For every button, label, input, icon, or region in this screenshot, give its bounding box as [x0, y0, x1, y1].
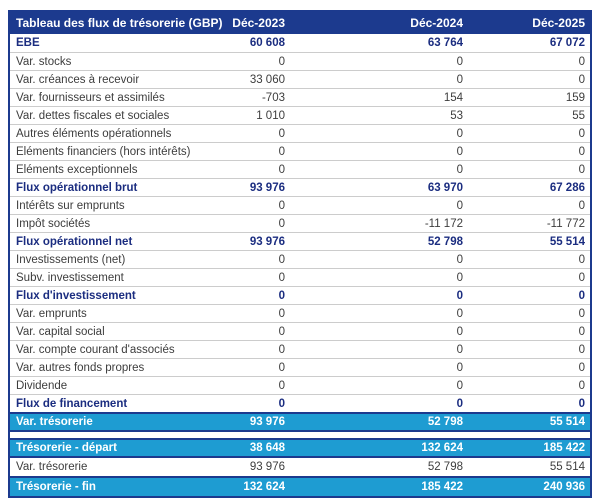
cell-value: 0: [578, 55, 585, 68]
table-row: [10, 196, 590, 214]
cell-value: 240 936: [543, 481, 585, 493]
cell-value: 0: [278, 163, 285, 176]
cell-value: 0: [578, 325, 585, 338]
cell-value: 0: [578, 307, 585, 320]
cell-value: 0: [456, 325, 463, 338]
cell-value: 0: [278, 199, 285, 212]
row-label: Var. créances à recevoir: [16, 73, 140, 86]
cell-value: 0: [278, 397, 285, 410]
row-label: Eléments financiers (hors intérêts): [16, 145, 191, 158]
table-row: [10, 268, 590, 286]
cell-value: 0: [278, 343, 285, 356]
row-label: Var. trésorerie: [16, 461, 88, 473]
table-body: [10, 34, 590, 496]
cell-value: 0: [278, 289, 285, 302]
cell-value: 0: [278, 253, 285, 266]
cell-value: 55 514: [549, 416, 585, 428]
cell-value: 0: [278, 127, 285, 140]
cell-value: 0: [578, 343, 585, 356]
table-row: [10, 458, 590, 476]
cell-value: 55 514: [549, 461, 585, 473]
cell-value: 93 976: [249, 181, 285, 194]
row-label: Autres éléments opérationnels: [16, 127, 172, 140]
table-row: [10, 412, 590, 432]
row-label: EBE: [16, 37, 40, 49]
cell-value: -11 772: [546, 217, 585, 230]
cell-value: 0: [456, 73, 463, 86]
cell-value: 52 798: [427, 416, 463, 428]
cell-value: 0: [278, 145, 285, 158]
cell-value: 67 286: [549, 181, 585, 194]
cell-value: 0: [278, 361, 285, 374]
table-row: [10, 322, 590, 340]
table-row: [10, 476, 590, 496]
column-header-dec-2023: Déc-2023: [232, 16, 285, 30]
table-row: [10, 286, 590, 304]
cell-value: 0: [278, 307, 285, 320]
row-label: Var. emprunts: [16, 307, 87, 320]
cell-value: 38 648: [249, 442, 285, 454]
cell-value: 0: [456, 397, 463, 410]
cell-value: 52 798: [427, 461, 463, 473]
table-row: [10, 178, 590, 196]
row-label: Subv. investissement: [16, 271, 124, 284]
cell-value: 0: [578, 73, 585, 86]
column-header-dec-2025: Déc-2025: [532, 16, 585, 30]
cell-value: 93 976: [249, 235, 285, 248]
cell-value: 0: [456, 127, 463, 140]
cell-value: 67 072: [549, 37, 585, 49]
row-label: Var. trésorerie: [16, 416, 93, 428]
table-row: [10, 304, 590, 322]
cell-value: 132 624: [243, 481, 285, 493]
row-label: Investissements (net): [16, 253, 126, 266]
row-label: Dividende: [16, 379, 68, 392]
table-row: [10, 70, 590, 88]
row-label: Trésorerie - départ: [16, 442, 117, 454]
cell-value: 0: [578, 127, 585, 140]
row-label: Var. capital social: [16, 325, 105, 338]
cell-value: 0: [578, 145, 585, 158]
cell-value: 0: [578, 271, 585, 284]
table-header-row: [10, 12, 590, 34]
column-header-dec-2024: Déc-2024: [410, 16, 463, 30]
table-row: [10, 160, 590, 178]
row-label: Var. fournisseurs et assimilés: [16, 91, 165, 104]
table-row: [10, 214, 590, 232]
cell-value: 55: [572, 109, 585, 122]
cell-value: 0: [456, 271, 463, 284]
cell-value: 132 624: [421, 442, 463, 454]
cash-flow-table: [8, 10, 592, 498]
cell-value: 0: [456, 199, 463, 212]
cell-value: 0: [456, 253, 463, 266]
cell-value: 60 608: [249, 37, 285, 49]
cell-value: 185 422: [421, 481, 463, 493]
cell-value: 0: [456, 163, 463, 176]
row-label: Var. stocks: [16, 55, 72, 68]
table-row: [10, 250, 590, 268]
cell-value: 0: [578, 199, 585, 212]
table-title: Tableau des flux de trésorerie (GBP): [16, 16, 223, 30]
row-label: Intérêts sur emprunts: [16, 199, 125, 212]
cell-value: 0: [456, 55, 463, 68]
row-label: Impôt sociétés: [16, 217, 91, 230]
row-label: Flux d'investissement: [16, 289, 136, 302]
table-row: [10, 124, 590, 142]
cell-value: 0: [278, 271, 285, 284]
row-label: Flux opérationnel brut: [16, 181, 138, 194]
table-row: [10, 340, 590, 358]
table-row: [10, 438, 590, 458]
cell-value: 53: [450, 109, 463, 122]
table-row: [10, 142, 590, 160]
table-row: [10, 394, 590, 412]
cell-value: 159: [565, 91, 585, 104]
cell-value: 52 798: [427, 235, 463, 248]
cell-value: 55 514: [549, 235, 585, 248]
table-row: [10, 358, 590, 376]
cell-value: 0: [278, 217, 285, 230]
row-label: Flux opérationnel net: [16, 235, 133, 248]
row-label: Flux de financement: [16, 397, 128, 410]
cell-value: 0: [578, 163, 585, 176]
row-label: Var. autres fonds propres: [16, 361, 145, 374]
table-row: [10, 52, 590, 70]
cell-value: 93 976: [249, 461, 285, 473]
table-row: [10, 88, 590, 106]
cell-value: 0: [578, 397, 585, 410]
table-row: [10, 232, 590, 250]
cell-value: 0: [578, 253, 585, 266]
cell-value: 33 060: [249, 73, 285, 86]
cell-value: 0: [456, 307, 463, 320]
cell-value: -11 172: [424, 217, 463, 230]
row-label: Eléments exceptionnels: [16, 163, 138, 176]
row-label: Trésorerie - fin: [16, 481, 96, 493]
row-label: Var. dettes fiscales et sociales: [16, 109, 170, 122]
cell-value: 0: [278, 55, 285, 68]
cell-value: 0: [578, 289, 585, 302]
cell-value: 154: [443, 91, 463, 104]
cell-value: 0: [456, 361, 463, 374]
cell-value: 0: [578, 361, 585, 374]
cell-value: 185 422: [543, 442, 585, 454]
cell-value: 0: [278, 325, 285, 338]
cell-value: 0: [456, 379, 463, 392]
cell-value: 93 976: [249, 416, 285, 428]
cell-value: 0: [456, 289, 463, 302]
row-label: Var. compte courant d'associés: [16, 343, 175, 356]
table-row: [10, 34, 590, 52]
cell-value: -703: [261, 91, 285, 104]
cell-value: 1 010: [256, 109, 285, 122]
cell-value: 63 970: [427, 181, 463, 194]
cell-value: 0: [578, 379, 585, 392]
cell-value: 0: [456, 343, 463, 356]
cell-value: 0: [278, 379, 285, 392]
table-row: [10, 106, 590, 124]
cell-value: 0: [456, 145, 463, 158]
table-row: [10, 376, 590, 394]
cell-value: 63 764: [427, 37, 463, 49]
